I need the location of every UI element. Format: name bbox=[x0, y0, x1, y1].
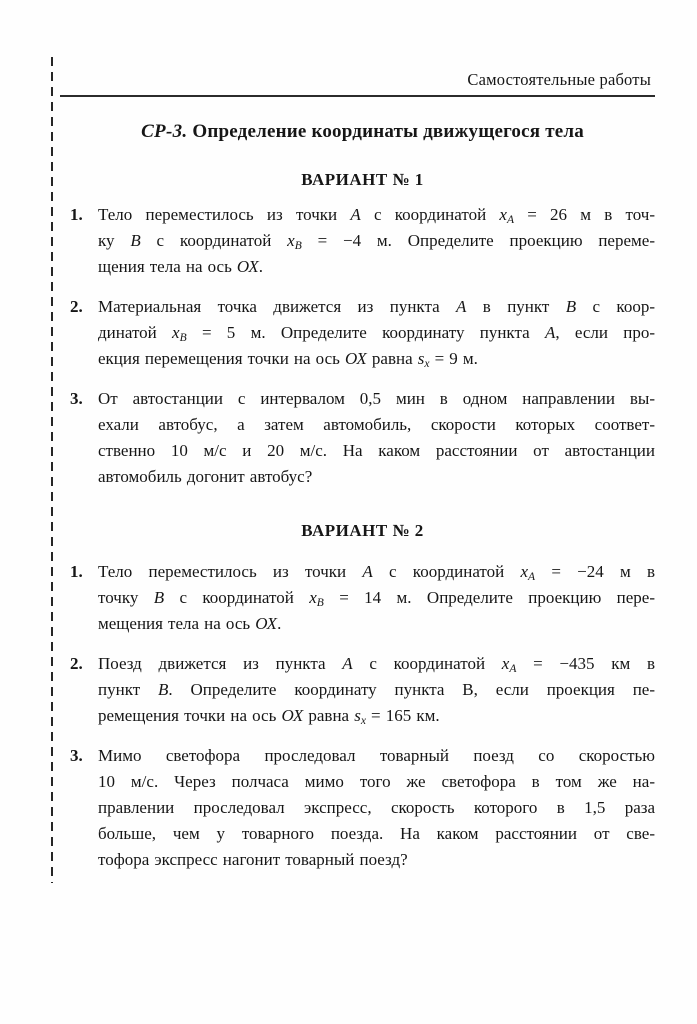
problem-line: ственно 10 м/с и 20 м/с. На каком расстоянии от автостанции bbox=[98, 441, 655, 460]
problem-line: екция перемещения точки на ось ОХ равна $s_x = 9$ м. bbox=[98, 349, 478, 370]
problem-number: 1. bbox=[70, 562, 83, 581]
problem bbox=[70, 294, 655, 372]
header-rule bbox=[60, 95, 655, 97]
problem-line: мещения тела на ось ОХ. bbox=[98, 614, 282, 633]
problem-line: ехали автобус, а затем автомобиль, скорости которых соответ- bbox=[98, 415, 655, 434]
problem-text bbox=[98, 386, 655, 490]
problem-number: 2. bbox=[70, 654, 83, 673]
problem-line: От автостанции с интервалом 0,5 мин в одном направлении вы- bbox=[98, 389, 655, 408]
problem-number: 3. bbox=[70, 389, 83, 408]
problem-number: 3. bbox=[70, 746, 83, 765]
problem-number: 2. bbox=[70, 297, 83, 316]
problem-text bbox=[98, 294, 655, 372]
problem-line: 10 м/с. Через полчаса мимо того же светофора в том же на- bbox=[98, 772, 655, 791]
variant-2-problems bbox=[70, 559, 655, 873]
binding-dashed-line bbox=[51, 57, 53, 883]
problem-line: пункт B. Определите координату пункта В, если проекция пе- bbox=[98, 680, 656, 699]
problem-text bbox=[98, 202, 655, 280]
problem-line: Поезд движется из пункта A с координатой $x_A = -435$ км в bbox=[98, 654, 655, 675]
problem bbox=[70, 651, 655, 729]
problem-line: Тело переместилось из точки A с координатой $x_A = -24$ м в bbox=[98, 562, 655, 583]
variant-1-heading: ВАРИАНТ № 1 bbox=[301, 170, 424, 189]
problem-line: правлении проследовал экспресс, скорость которого в 1,5 раза bbox=[98, 798, 655, 817]
problem-line: больше, чем у товарного поезда. На каком расстоянии от све- bbox=[98, 824, 655, 843]
running-head: Самостоятельные работы bbox=[467, 70, 651, 89]
page-content bbox=[70, 0, 655, 873]
problem-line: щения тела на ось ОХ. bbox=[98, 257, 263, 276]
problem bbox=[70, 386, 655, 490]
problem-line: ремещения точки на ось ОХ равна $s_x = 165$ км. bbox=[98, 706, 440, 727]
problem-line: ку B с координатой $x_B = -4$ м. Определите проекцию переме- bbox=[98, 231, 655, 252]
problem bbox=[70, 743, 655, 873]
problem-line: автомобиль догонит автобус? bbox=[98, 467, 313, 486]
problem-text bbox=[98, 651, 655, 729]
problem-number: 1. bbox=[70, 205, 83, 224]
problem-line: тофора экспресс нагонит товарный поезд? bbox=[98, 850, 408, 869]
problem-line: Мимо светофора проследовал товарный поезд со скоростью bbox=[98, 746, 655, 765]
problem-line: Тело переместилось из точки A с координатой $x_A = 26$ м в точ- bbox=[98, 205, 655, 226]
problem bbox=[70, 202, 655, 280]
variant-1-problems bbox=[70, 202, 655, 490]
problem-line: точку B с координатой $x_B = 14$ м. Определите проекцию пере- bbox=[98, 588, 655, 609]
problem-text bbox=[98, 743, 655, 873]
variant-2-heading: ВАРИАНТ № 2 bbox=[301, 521, 424, 540]
section-title: СР-3. Определение координаты движущегося тела bbox=[141, 121, 584, 142]
problem-line: Материальная точка движется из пункта A в пункт B с коор- bbox=[98, 297, 655, 316]
problem bbox=[70, 559, 655, 637]
problem-text bbox=[98, 559, 655, 637]
problem-line: динатой $x_B = 5$ м. Определите координату пункта A, если про- bbox=[98, 323, 656, 344]
